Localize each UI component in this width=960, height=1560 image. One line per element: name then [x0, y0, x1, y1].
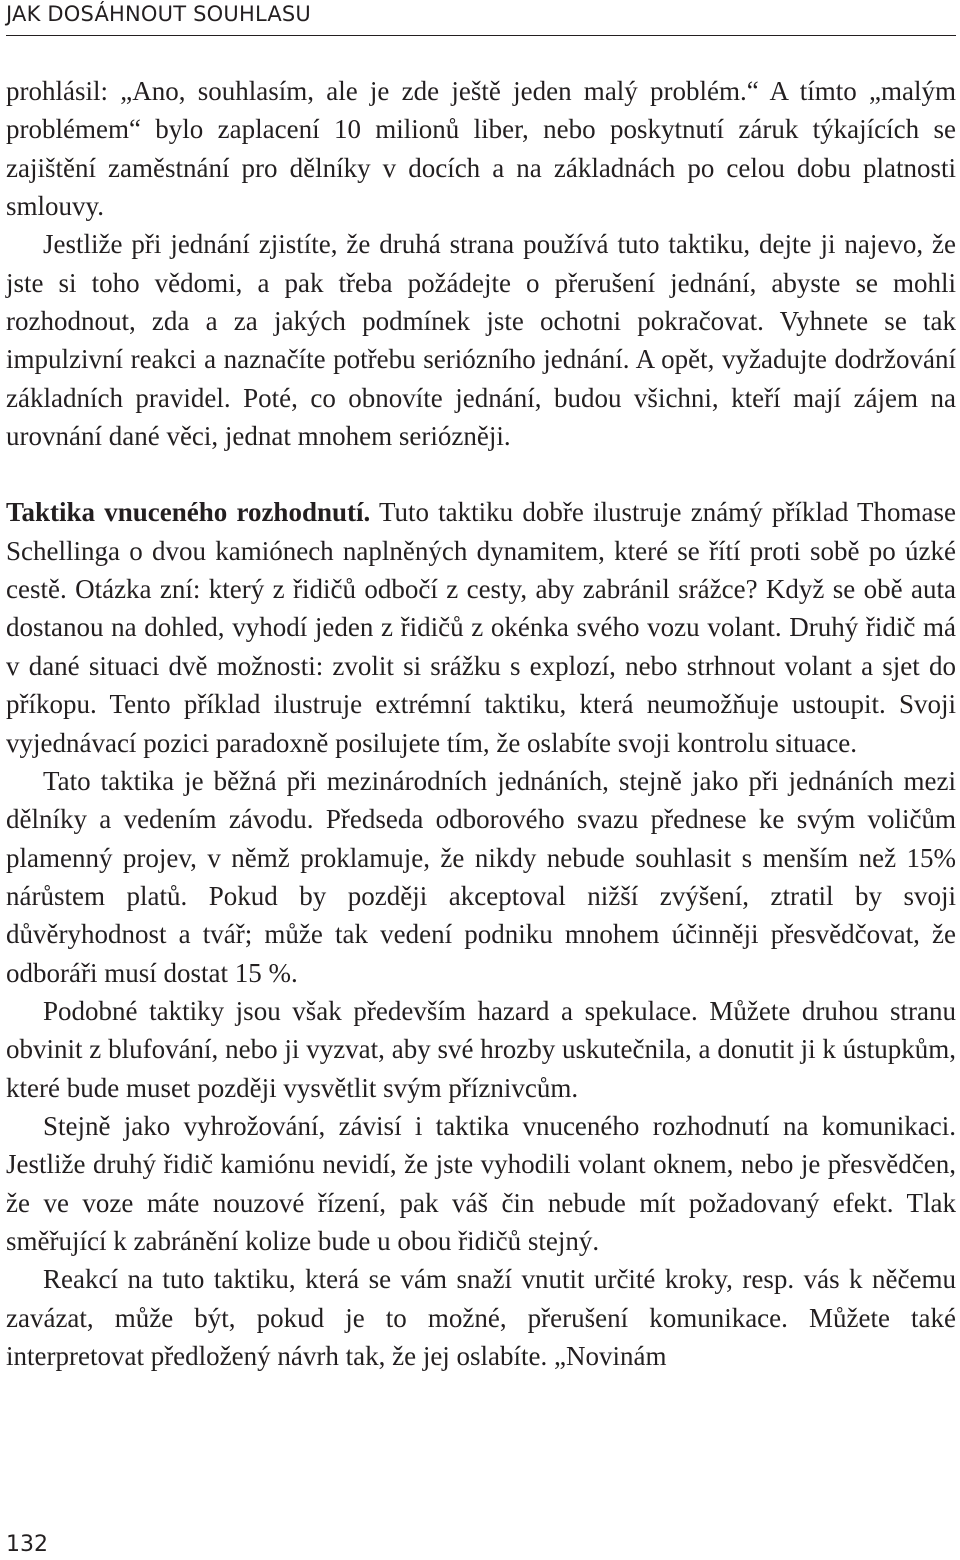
paragraph-international-negotiations: Tato taktika je běžná při mezinárodních jednáních, stejně jako při jednáních mezi dělníky a vedením závodu. Předseda odborového svazu přednese ke svým voličům plamenný projev, v němž proklamuje, že nikdy nebude souhlasit s menším než 15% nárůstem platů. Pokud by později akceptoval nižší zvýšení, ztratil by svoji důvěryhodnost a tvář; může tak vedení podniku mnohem účinněji přesvědčovat, že odboráři musí dostat 15 %. — [6, 765, 956, 988]
paragraph-communication: Stejně jako vyhrožování, závisí i taktika vnuceného rozhodnutí na komunikaci. Jestliže druhý řidič kamiónu nevidí, že jste vyhodili volant oknem, nebo je přesvědčen, že ve voze máte nouzové řízení, pak váš čin nebude mít požadovaný efekt. Tlak směřující k zabránění kolize bude u obou řidičů stejný. — [6, 1110, 956, 1256]
paragraph-forced-decision — [6, 493, 956, 761]
header-rule — [6, 35, 956, 36]
section-heading-text: Tuto taktiku dobře ilustruje známý příklad Thomase Schellinga o dvou kamiónech naplněných dynamitem, které se řítí proti sobě po úzké cestě. Otázka zní: který z řidičů odbočí z cesty, aby zabránil srážce? Když se obě auta dostanou na dohled, vyhodí jeden z řidičů z okénka svého vozu volant. Druhý řidič má v dané situaci dvě možnosti: zvolit si srážku s explozí, nebo strhnout volant a sjet do příkopu. Tento příklad ilustruje extrémní taktiku, která neumožňuje ustoupit. Svoji vyjednávací pozici paradoxně posilujete tím, že oslabíte svoji kontrolu situace. — [6, 497, 957, 758]
section-heading: Taktika vnuceného rozhodnutí. — [6, 497, 371, 528]
body-text — [6, 72, 956, 1375]
paragraph-reaction: Reakcí na tuto taktiku, která se vám snaží vnutit určité kroky, resp. vás k něčemu zavázat, může být, pokud je to možné, přerušení komunikace. Můžete také interpretovat předložený návrh tak, že jej oslabíte. „Novinám — [6, 1264, 956, 1371]
running-head: JAK DOSÁHNOUT SOUHLASU — [6, 2, 311, 26]
paragraph-hazard-speculation: Podobné taktiky jsou však především hazard a spekulace. Můžete druhou stranu obvinit z blufování, nebo ji vyzvat, aby své hrozby uskutečnila, a donutit ji k ústupkům, které bude muset později vysvětlit svým příznivcům. — [6, 995, 956, 1103]
paragraph-continuation: prohlásil: „Ano, souhlasím, ale je zde ještě jeden malý problém.“ A tímto „malým problémem“ bylo zaplacení 10 milionů liber, nebo poskytnutí záruk týkajících se zajištění zaměstnání pro dělníky v docích a na základnách po celou dobu platnosti smlouvy. — [6, 76, 956, 222]
page-number: 132 — [6, 1532, 48, 1557]
paragraph-countering-tactic: Jestliže při jednání zjistíte, že druhá strana používá tuto taktiku, dejte ji najevo, že jste si toho vědomi, a pak třeba požádejte o přerušení jednání, abyste se mohli rozhodnout, zda a za jakých podmínek jste ochotni pokračovat. Vyhnete se tak impulzivní reakci a naznačíte potřebu seriózního jednání. A opět, vyžadujte dodržování základních pravidel. Poté, co obnovíte jednání, budou všichni, kteří mají zájem na urovnání dané věci, jednat mnohem serióznějі. — [6, 229, 956, 452]
